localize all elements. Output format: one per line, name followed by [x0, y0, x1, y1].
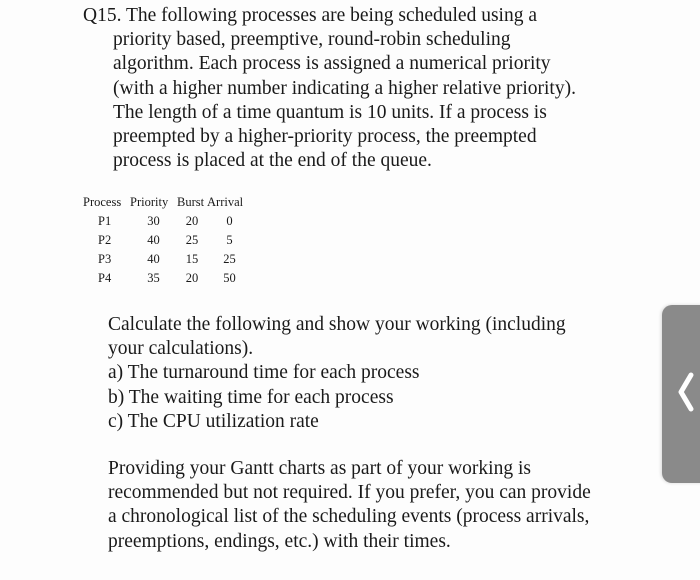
question-line: The length of a time quantum is 10 units. If a process is — [113, 101, 547, 123]
header-burst: Burst — [177, 195, 205, 209]
table-row — [83, 269, 252, 288]
chevron-left-icon — [676, 367, 696, 417]
calc-line: a) The turnaround time for each process — [108, 362, 420, 384]
question-line: Q15. The following processes are being scheduled using a — [83, 5, 537, 26]
question-line: priority based, preemptive, round-robin scheduling — [113, 29, 511, 51]
cell-process: P2 — [98, 233, 112, 247]
cell-burst: 25 — [185, 233, 199, 247]
process-table — [83, 193, 252, 288]
cell-priority: 35 — [147, 271, 160, 285]
header-arrival: Arrival — [207, 195, 244, 209]
cell-arrival: 50 — [223, 271, 236, 285]
question-line: (with a higher number indicating a higher relative priority). — [113, 77, 576, 99]
calc-line: your calculations). — [108, 338, 254, 360]
cell-arrival: 25 — [223, 252, 236, 266]
cell-arrival: 5 — [226, 233, 233, 247]
note-line: Providing your Gantt charts as part of your working is — [108, 458, 531, 479]
cell-priority: 40 — [147, 233, 160, 247]
cell-arrival: 0 — [226, 214, 233, 228]
note-line: preemptions, endings, etc.) with their times. — [108, 530, 451, 552]
calc-line: b) The waiting time for each process — [108, 386, 394, 408]
calc-line: c) The CPU utilization rate — [108, 410, 319, 432]
cell-process: P1 — [98, 214, 112, 228]
cell-process: P4 — [98, 271, 112, 285]
cell-burst: 20 — [185, 214, 199, 228]
question-line: preempted by a higher-priority process, the preempted — [113, 126, 537, 148]
side-panel-tab[interactable] — [662, 305, 700, 483]
gantt-note — [108, 457, 591, 554]
cell-process: P3 — [98, 252, 112, 266]
note-line: recommended but not required. If you prefer, you can provide — [108, 482, 591, 504]
cell-priority: 40 — [147, 252, 160, 266]
table-row — [83, 231, 252, 250]
header-process: Process — [83, 195, 122, 209]
question-text — [83, 4, 623, 173]
note-line: a chronological list of the scheduling events (process arrivals, — [108, 506, 590, 528]
question-line: process is placed at the end of the queue. — [113, 150, 432, 172]
question-line: algorithm. Each process is assigned a numerical priority — [113, 53, 551, 75]
cell-burst: 20 — [185, 271, 199, 285]
header-priority: Priority — [130, 195, 169, 209]
calc-line: Calculate the following and show your working (including — [108, 314, 566, 335]
cell-priority: 30 — [147, 214, 160, 228]
cell-burst: 15 — [185, 252, 199, 266]
table-row — [83, 250, 252, 269]
table-row — [83, 212, 252, 231]
calculation-instructions — [108, 313, 566, 434]
table-header-row — [83, 193, 252, 212]
